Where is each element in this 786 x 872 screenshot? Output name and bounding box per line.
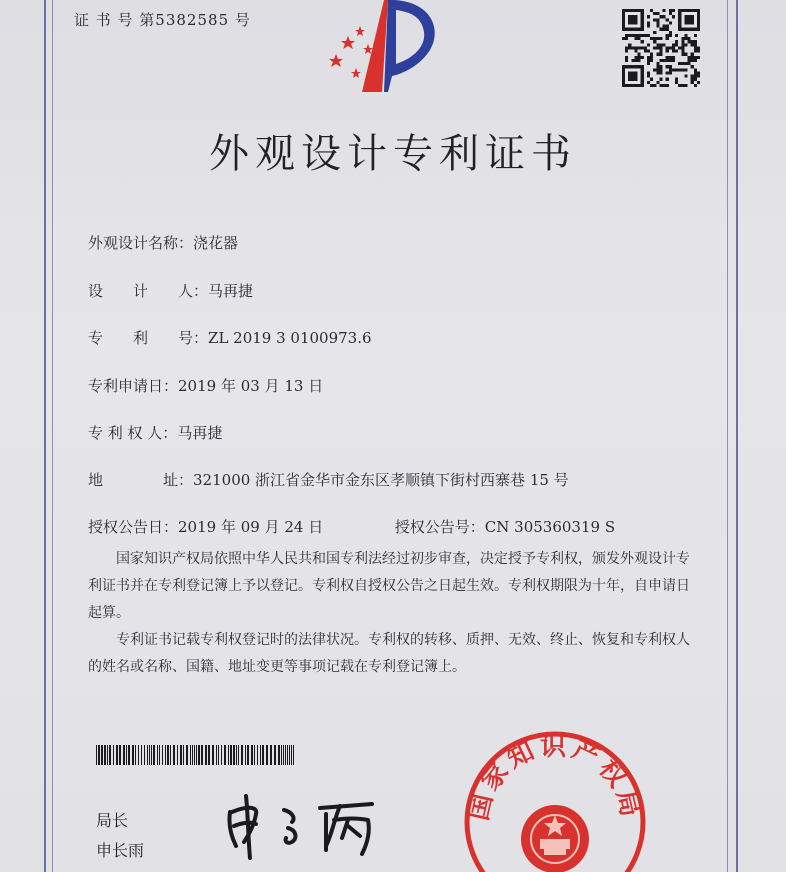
seal-text: 国家知识产权局: [463, 732, 647, 824]
emblem-stars: [329, 26, 373, 78]
patent-number-value: ZL 2019 3 0100973.6: [208, 329, 372, 347]
emblem-blue-p: [384, 0, 435, 92]
announce-date-value: 2019 年 09 月 24 日: [178, 518, 324, 536]
emblem-red-blade: [362, 0, 388, 92]
filing-date-row: [88, 375, 323, 396]
patentee-label: 专 利 权 人：: [88, 424, 178, 442]
filing-date-value: 2019 年 03 月 13 日: [178, 377, 324, 395]
qr-code: [622, 9, 700, 87]
grant-statement: [88, 546, 692, 681]
patent-number-label: 专 利 号：: [88, 329, 209, 347]
designer-row: [88, 280, 253, 301]
director-name: 申长雨: [96, 841, 145, 860]
address-value: 321000 浙江省金华市金东区孝顺镇下街村西寨巷 15 号: [193, 471, 569, 489]
certificate-number: 证 书 号 第5382585 号: [74, 11, 251, 29]
design-name-label: 外观设计名称：: [88, 234, 194, 252]
designer-label: 设 计 人：: [88, 282, 209, 300]
designer-value: 马再捷: [208, 282, 254, 300]
patentee-row: [88, 422, 222, 443]
filing-date-label: 专利申请日：: [88, 377, 179, 395]
director-title: 局长: [96, 811, 129, 830]
patent-number-row: [88, 327, 372, 348]
director-signature: [222, 790, 402, 860]
grant-paragraph-1: 国家知识产权局依照中华人民共和国专利法经过初步审查，决定授予专利权，颁发外观设计专利证书并在专利登记簿上予以登记。专利权自授权公告之日起生效。专利权期限为十年，自申请日起算。: [88, 551, 690, 621]
patentee-value: 马再捷: [177, 424, 223, 442]
barcode: [96, 745, 296, 765]
design-name-row: [88, 232, 238, 253]
address-row: [88, 469, 569, 490]
patent-office-emblem: [322, 0, 452, 92]
announce-number-value: CN 305360319 S: [484, 518, 616, 536]
design-name-value: 浇花器: [193, 234, 239, 252]
certificate-title: 外观设计专利证书: [209, 131, 577, 177]
announce-date-label: 授权公告日：: [88, 518, 179, 536]
official-seal: [460, 727, 650, 872]
announce-number-label: 授权公告号：: [394, 518, 485, 536]
national-emblem-icon: [521, 805, 589, 872]
grant-paragraph-2: 专利证书记载专利权登记时的法律状况。专利权的转移、质押、无效、终止、恢复和专利权人的姓名或名称、国籍、地址变更等事项记载在专利登记簿上。: [88, 632, 690, 675]
announcement-row: [88, 516, 615, 537]
address-label: 地 址：: [88, 471, 194, 489]
